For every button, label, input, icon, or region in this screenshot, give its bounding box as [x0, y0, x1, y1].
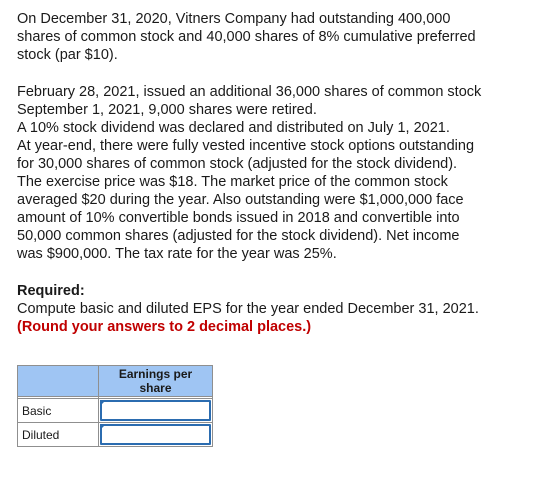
table-row — [18, 423, 213, 447]
required-heading: Required: — [17, 283, 85, 299]
basic-row-label: Basic — [18, 399, 99, 423]
basic-eps-input[interactable] — [100, 400, 211, 421]
problem-intro: On December 31, 2020, Vitners Company had outstanding 400,000 shares of common stock and 40,000 shares of 8% cumulative preferred stock (par $10). — [17, 11, 476, 63]
diluted-eps-cell — [99, 423, 213, 447]
problem-content — [17, 10, 527, 336]
diluted-row-label: Diluted — [18, 423, 99, 447]
table-corner-header — [18, 366, 99, 397]
problem-details: February 28, 2021, issued an additional 36,000 shares of common stock September 1, 2021, 9,000 shares were retired. A 10% stock dividend was declared and distributed on July 1, 2021. At year-end, there were fully vested incentive stock options outstanding for 30,000 shares of common stock (adjusted for the stock dividend). The exercise price was $18. The market price of the common stock averaged $20 during the year. Also outstanding were $1,000,000 face amount of 10% convertible bonds issued in 2018 and convertible into 50,000 common shares (adjusted for the stock dividend). Net income was $900,000. The tax rate for the year was 25%. — [17, 84, 482, 262]
required-instruction: Compute basic and diluted EPS for the year ended December 31, 2021. — [17, 301, 479, 317]
eps-answer-table — [17, 365, 213, 447]
eps-column-header — [99, 366, 213, 397]
table-row — [18, 399, 213, 423]
basic-eps-cell — [99, 399, 213, 423]
eps-column-header-label: Earnings per share — [118, 367, 193, 395]
diluted-eps-input[interactable] — [100, 424, 211, 445]
rounding-note: (Round your answers to 2 decimal places.) — [17, 319, 312, 335]
